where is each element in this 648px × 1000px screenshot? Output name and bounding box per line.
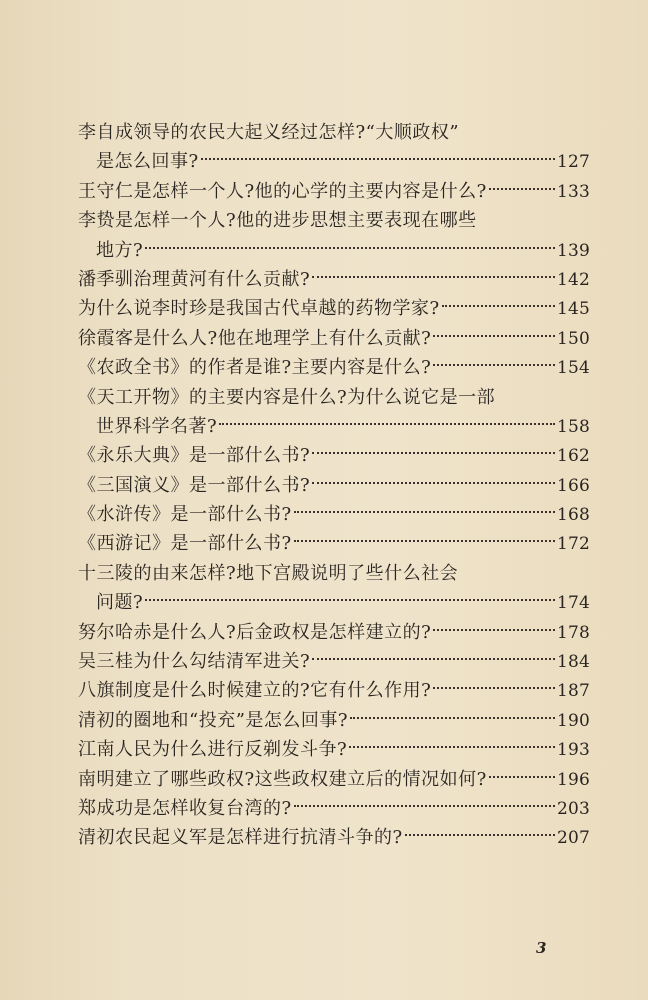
toc-entry xyxy=(78,294,590,323)
toc-entry-page: 150 xyxy=(556,328,590,349)
toc-entry-title: 清初的圈地和“投充”是怎么回事? xyxy=(78,709,349,731)
toc-entry-line xyxy=(78,441,590,470)
dot-leader xyxy=(433,335,555,337)
dot-leader xyxy=(433,629,555,631)
toc-entry-continuation xyxy=(78,412,590,441)
toc-entry-title: 是怎么回事? xyxy=(96,151,199,173)
toc-entry-page: 178 xyxy=(556,622,590,643)
dot-leader xyxy=(489,776,555,778)
toc-entry xyxy=(78,353,590,382)
toc-entry xyxy=(78,559,590,618)
toc-entry xyxy=(78,265,590,294)
toc-entry-title: 《永乐大典》是一部什么书? xyxy=(78,445,311,467)
toc-entry-line xyxy=(78,647,590,676)
toc-entry xyxy=(78,794,590,823)
toc-entry xyxy=(78,206,590,265)
dot-leader xyxy=(433,364,555,366)
toc-entry-line xyxy=(78,206,590,235)
toc-entry-page: 166 xyxy=(556,475,590,496)
toc-entry-title: 《三国演义》是一部什么书? xyxy=(78,474,311,496)
toc-entry-title: 南明建立了哪些政权?这些政权建立后的情况如何? xyxy=(78,768,487,790)
toc-entry-page: 196 xyxy=(556,769,590,790)
dot-leader xyxy=(312,452,555,454)
toc-entry xyxy=(78,383,590,442)
toc-entry xyxy=(78,647,590,676)
toc-entry-continuation xyxy=(78,236,590,265)
dot-leader xyxy=(294,511,555,513)
toc-entry-title: 《西游记》是一部什么书? xyxy=(78,533,292,555)
toc-entry-page: 184 xyxy=(556,652,590,673)
toc-entry xyxy=(78,177,590,206)
toc-entry xyxy=(78,735,590,764)
toc-entry-line xyxy=(78,794,590,823)
toc-entry-continuation xyxy=(78,588,590,617)
toc-entry xyxy=(78,823,590,852)
toc-entry xyxy=(78,618,590,647)
toc-entry xyxy=(78,706,590,735)
toc-entry-page: 162 xyxy=(556,446,590,467)
toc-entry-title: 李贽是怎样一个人?他的进步思想主要表现在哪些 xyxy=(78,210,477,232)
dot-leader xyxy=(312,658,555,660)
toc-entry-title: 为什么说李时珍是我国古代卓越的药物学家? xyxy=(78,298,440,320)
toc-entry-line xyxy=(78,118,590,147)
toc-entry-title: 王守仁是怎样一个人?他的心学的主要内容是什么? xyxy=(78,180,487,202)
dot-leader xyxy=(350,717,555,719)
toc-entry xyxy=(78,118,590,177)
dot-leader xyxy=(145,247,555,249)
toc-entry-title: 《水浒传》是一部什么书? xyxy=(78,504,292,526)
dot-leader xyxy=(442,305,555,307)
dot-leader xyxy=(489,188,555,190)
toc-entry-line xyxy=(78,294,590,323)
toc-entry-page: 174 xyxy=(556,593,590,614)
toc-entry-title: 地方? xyxy=(96,239,144,261)
toc-entry xyxy=(78,471,590,500)
toc-entry xyxy=(78,676,590,705)
table-of-contents xyxy=(78,118,590,853)
toc-entry xyxy=(78,441,590,470)
toc-entry-page: 127 xyxy=(556,152,590,173)
toc-entry-line xyxy=(78,324,590,353)
dot-leader xyxy=(219,423,555,425)
dot-leader xyxy=(294,540,555,542)
toc-entry xyxy=(78,500,590,529)
toc-entry-line xyxy=(78,559,590,588)
toc-entry-line xyxy=(78,676,590,705)
toc-entry xyxy=(78,529,590,558)
toc-entry-title: 徐霞客是什么人?他在地理学上有什么贡献? xyxy=(78,327,432,349)
toc-entry-title: 郑成功是怎样收复台湾的? xyxy=(78,797,292,819)
toc-entry-title: 问题? xyxy=(96,592,144,614)
toc-entry-page: 172 xyxy=(556,534,590,555)
toc-entry-page: 142 xyxy=(556,269,590,290)
toc-entry-line xyxy=(78,383,590,412)
toc-entry-title: 十三陵的由来怎样?地下宫殿说明了些什么社会 xyxy=(78,562,459,584)
toc-entry-title: 《农政全书》的作者是谁?主要内容是什么? xyxy=(78,357,432,379)
toc-entry-line xyxy=(78,471,590,500)
dot-leader xyxy=(201,158,555,160)
toc-entry-line xyxy=(78,177,590,206)
toc-entry xyxy=(78,324,590,353)
toc-entry-line xyxy=(78,735,590,764)
toc-entry-line xyxy=(78,500,590,529)
dot-leader xyxy=(405,834,555,836)
toc-entry-continuation xyxy=(78,147,590,176)
toc-entry-page: 158 xyxy=(556,416,590,437)
toc-entry-line xyxy=(78,353,590,382)
toc-entry-title: 江南人民为什么进行反剃发斗争? xyxy=(78,739,348,761)
dot-leader xyxy=(433,687,555,689)
toc-entry-page: 207 xyxy=(556,828,590,849)
dot-leader xyxy=(312,482,555,484)
page-number: 3 xyxy=(536,939,547,957)
toc-entry-page: 133 xyxy=(556,181,590,202)
toc-entry-title: 清初农民起义军是怎样进行抗清斗争的? xyxy=(78,827,403,849)
toc-entry-line xyxy=(78,618,590,647)
toc-entry-title: 努尔哈赤是什么人?后金政权是怎样建立的? xyxy=(78,621,432,643)
toc-entry-title: 潘季驯治理黄河有什么贡献? xyxy=(78,268,311,290)
toc-entry-line xyxy=(78,765,590,794)
toc-entry-page: 145 xyxy=(556,299,590,320)
toc-entry xyxy=(78,765,590,794)
dot-leader xyxy=(312,276,555,278)
dot-leader xyxy=(349,746,555,748)
toc-entry-line xyxy=(78,265,590,294)
toc-entry-line xyxy=(78,706,590,735)
toc-entry-title: 八旗制度是什么时候建立的?它有什么作用? xyxy=(78,680,432,702)
toc-entry-title: 《天工开物》的主要内容是什么?为什么说它是一部 xyxy=(78,386,496,408)
toc-entry-line xyxy=(78,529,590,558)
toc-entry-page: 154 xyxy=(556,358,590,379)
toc-entry-page: 139 xyxy=(556,240,590,261)
toc-entry-title: 吴三桂为什么勾结清军进关? xyxy=(78,651,311,673)
dot-leader xyxy=(145,599,555,601)
toc-entry-page: 193 xyxy=(556,740,590,761)
toc-entry-page: 187 xyxy=(556,681,590,702)
toc-entry-page: 190 xyxy=(556,710,590,731)
toc-entry-title: 世界科学名著? xyxy=(96,415,218,437)
toc-entry-title: 李自成领导的农民大起义经过怎样?“大顺政权” xyxy=(78,122,460,143)
dot-leader xyxy=(294,805,555,807)
toc-entry-line xyxy=(78,823,590,852)
toc-entry-page: 168 xyxy=(556,505,590,526)
toc-entry-page: 203 xyxy=(556,798,590,819)
